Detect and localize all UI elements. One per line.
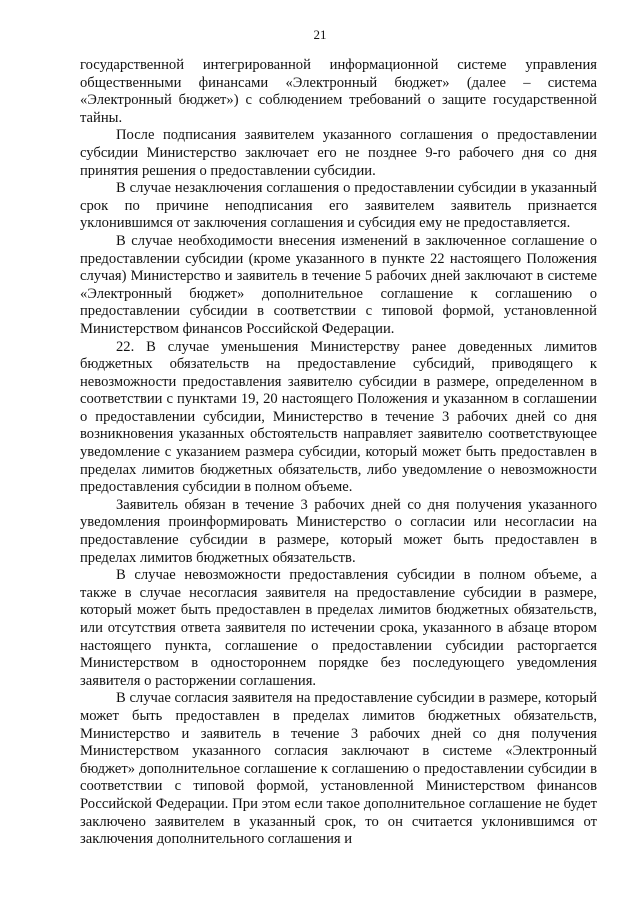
paragraph-signing-deadline: После подписания заявителем указанного соглашения о предоставлении субсидии Министерство заключает его не позднее 9-го рабочего дня со дня принятия решения о предоставлении субсидии. — [80, 127, 597, 179]
paragraph-applicant-obligation: Заявитель обязан в течение 3 рабочих дней со дня получения указанного уведомления проинформировать Министерство о согласии или несогласии на предоставление субсидии в размере, который может быть предоставлен в пределах лимитов бюджетных обязательств. — [80, 496, 597, 566]
page-number: 21 — [313, 27, 327, 42]
paragraph-amendments: В случае необходимости внесения изменений в заключенное соглашение о предоставлении субсидии (кроме указанного в пункте 22 настоящего Положения случая) Министерство и заявитель в течение 5 рабочих дней заключают в системе «Электронный бюджет» дополнительное соглашение к соглашению о предоставлении субсидии в соответствии с типовой формой, установленной Министерством финансов Российской Федерации. — [80, 232, 597, 337]
document-body — [80, 57, 597, 849]
paragraph-termination: В случае невозможности предоставления субсидии в полном объеме, а также в случае несогласия заявителя на предоставление субсидии в размере, который может быть предоставлен в пределах лимитов бюджетных обязательств, или отсутствия ответа заявителя по истечении срока, указанного в абзаце втором настоящего пункта, соглашение о предоставлении субсидии расторгается Министерством в одностороннем порядке без последующего уведомления заявителя о расторжении соглашения. — [80, 567, 597, 689]
paragraph-clause-22: 22. В случае уменьшения Министерству ранее доведенных лимитов бюджетных обязательств на предоставление субсидий, приводящего к невозможности предоставления заявителю субсидии в размере, определенном в соответствии с пунктами 19, 20 настоящего Положения и указанном в соглашении о предоставлении субсидии, Министерство в течение 3 рабочих дней со дня возникновения указанных обстоятельств направляет заявителю соответствующее уведомление с указанием размера субсидии, который может быть предоставлен в пределах лимитов бюджетных обязательств, либо уведомление о невозможности предоставления субсидии в полном объеме. — [80, 338, 597, 496]
paragraph-continuation: государственной интегрированной информационной системе управления общественными финансами «Электронный бюджет» (далее – система «Электронный бюджет») с соблюдением требований о защите государственной тайны. — [80, 57, 597, 126]
paragraph-non-conclusion: В случае незаключения соглашения о предоставлении субсидии в указанный срок по причине неподписания его заявителем заявитель признается уклонившимся от заключения соглашения и субсидия ему не предоставляется. — [80, 180, 597, 232]
paragraph-consent: В случае согласия заявителя на предоставление субсидии в размере, который может быть предоставлен в пределах лимитов бюджетных обязательств, Министерство и заявитель в течение 3 рабочих дней со дня получения Министерством указанного согласия заключают в системе «Электронный бюджет» дополнительное соглашение к соглашению о предоставлении субсидии в соответствии с типовой формой, установленной Министерством финансов Российской Федерации. При этом если такое дополнительное соглашение не будет заключено заявителем в указанный срок, то он считается уклонившимся от заключения дополнительного соглашения и — [80, 690, 597, 848]
